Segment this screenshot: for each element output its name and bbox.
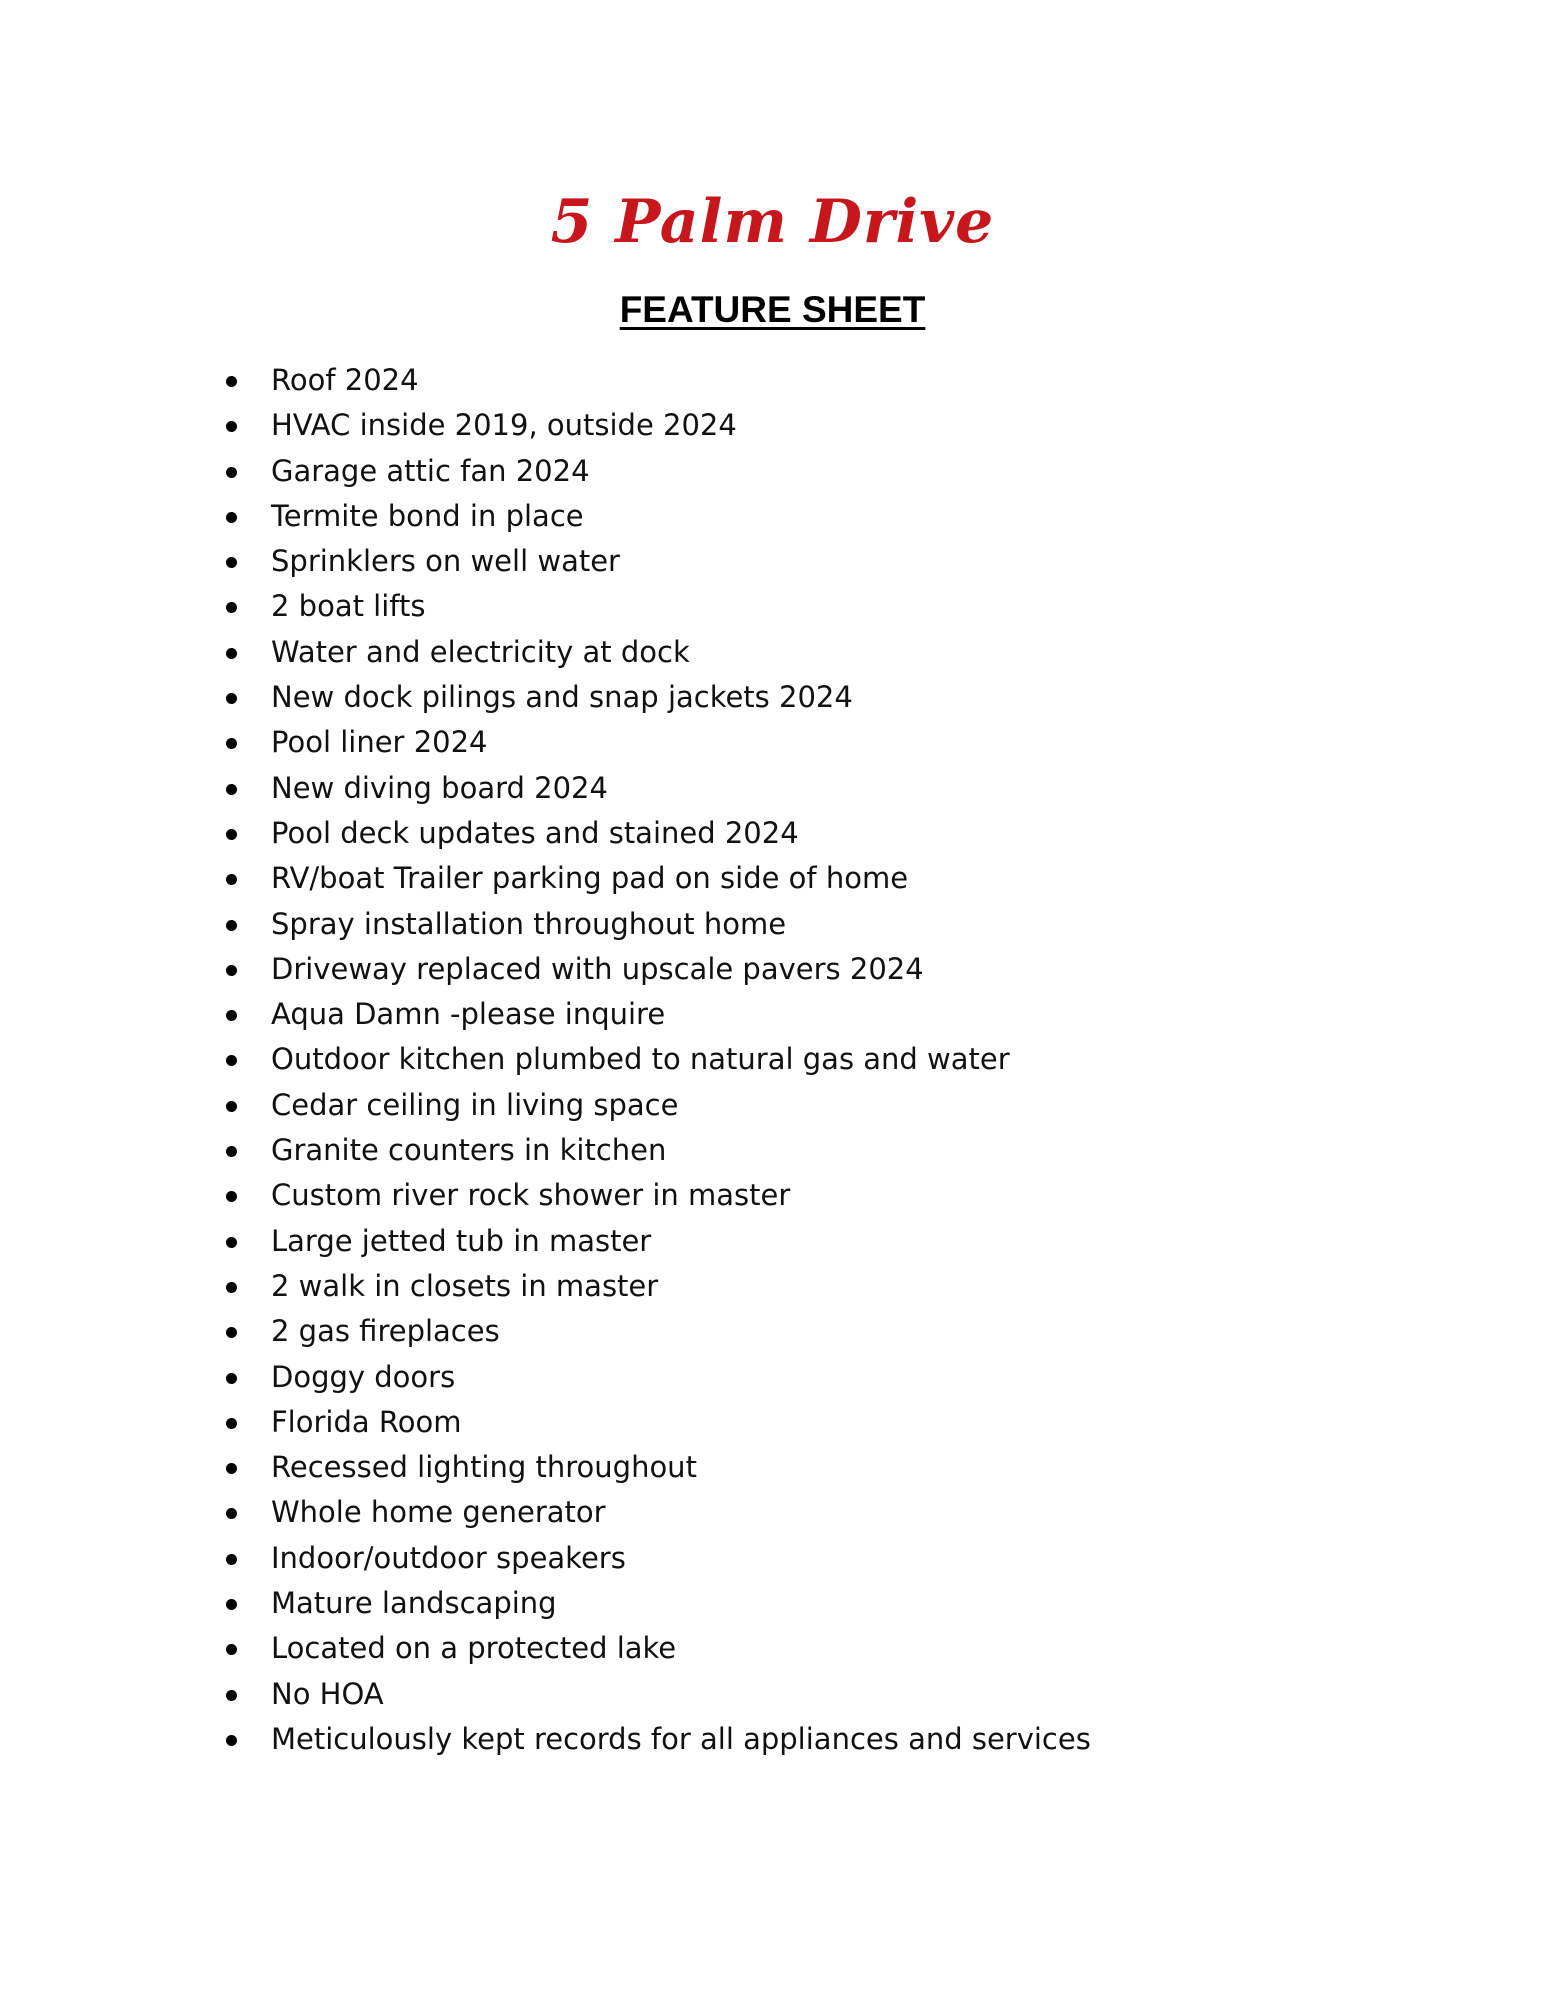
list-item: [0, 1717, 1545, 1762]
feature-text: New dock pilings and snap jackets 2024: [271, 680, 853, 715]
bullet-icon: [226, 557, 237, 568]
bullet-icon: [226, 602, 237, 613]
list-item: [0, 766, 1545, 811]
feature-text: Water and electricity at dock: [271, 634, 690, 669]
feature-text: Meticulously kept records for all appliances and services: [271, 1721, 1091, 1756]
list-item: [0, 539, 1545, 584]
bullet-icon: [226, 1418, 237, 1429]
feature-text: Roof 2024: [271, 363, 419, 397]
list-item: [0, 1264, 1545, 1309]
list-item: [0, 403, 1545, 448]
feature-text: 2 boat lifts: [271, 589, 426, 624]
feature-text: No HOA: [271, 1676, 384, 1711]
feature-text: Indoor/outdoor speakers: [271, 1540, 626, 1575]
list-item: [0, 1173, 1545, 1218]
feature-text: New diving board 2024: [271, 770, 608, 805]
bullet-icon: [226, 1463, 237, 1474]
bullet-icon: [226, 829, 237, 840]
list-item: [0, 1626, 1545, 1671]
bullet-icon: [226, 1554, 237, 1565]
list-item: [0, 1083, 1545, 1128]
bullet-icon: [226, 784, 237, 795]
list-item: [0, 947, 1545, 992]
list-item: [0, 902, 1545, 947]
feature-text: Custom river rock shower in master: [271, 1178, 791, 1213]
list-item: [0, 630, 1545, 675]
bullet-icon: [226, 1644, 237, 1655]
bullet-icon: [226, 467, 237, 478]
feature-text: Spray installation throughout home: [271, 906, 787, 941]
feature-text: Florida Room: [271, 1404, 462, 1439]
list-item: [0, 1445, 1545, 1490]
bullet-icon: [226, 1146, 237, 1157]
bullet-icon: [226, 1055, 237, 1066]
list-item: [0, 1672, 1545, 1717]
feature-text: Doggy doors: [271, 1359, 456, 1394]
feature-text: 2 gas fireplaces: [271, 1314, 500, 1349]
list-item: [0, 1490, 1545, 1535]
feature-text: Large jetted tub in master: [271, 1223, 652, 1258]
list-item: [0, 1037, 1545, 1082]
bullet-icon: [226, 648, 237, 659]
bullet-icon: [226, 1508, 237, 1519]
bullet-icon: [226, 1191, 237, 1202]
list-item: [0, 1219, 1545, 1264]
feature-text: Pool liner 2024: [271, 725, 488, 760]
feature-list: [0, 358, 1545, 1762]
bullet-icon: [226, 965, 237, 976]
bullet-icon: [226, 1282, 237, 1293]
document-title: 5 Palm Drive: [550, 187, 995, 257]
list-item: [0, 856, 1545, 901]
bullet-icon: [226, 1735, 237, 1746]
bullet-icon: [226, 1690, 237, 1701]
list-item: [0, 1355, 1545, 1400]
feature-text: Driveway replaced with upscale pavers 2024: [271, 951, 924, 986]
document-subtitle: FEATURE SHEET: [619, 289, 926, 330]
feature-text: Located on a protected lake: [271, 1631, 677, 1666]
bullet-icon: [226, 1373, 237, 1384]
feature-text: Mature landscaping: [271, 1586, 557, 1621]
bullet-icon: [226, 421, 237, 432]
feature-text: 2 walk in closets in master: [271, 1268, 659, 1303]
list-item: [0, 358, 1545, 403]
bullet-icon: [226, 1101, 237, 1112]
feature-text: Pool deck updates and stained 2024: [271, 815, 799, 850]
feature-text: Sprinklers on well water: [271, 544, 620, 579]
bullet-icon: [226, 1327, 237, 1338]
feature-text: Cedar ceiling in living space: [271, 1087, 679, 1122]
list-item: [0, 1536, 1545, 1581]
list-item: [0, 449, 1545, 494]
list-item: [0, 1128, 1545, 1173]
list-item: [0, 494, 1545, 539]
list-item: [0, 720, 1545, 765]
feature-text: Termite bond in place: [271, 498, 584, 533]
feature-text: Aqua Damn -please inquire: [271, 997, 666, 1032]
list-item: [0, 1309, 1545, 1354]
bullet-icon: [226, 920, 237, 931]
feature-text: Outdoor kitchen plumbed to natural gas and water: [271, 1042, 1010, 1077]
feature-text: HVAC inside 2019, outside 2024: [271, 408, 737, 443]
bullet-icon: [226, 376, 237, 387]
bullet-icon: [226, 738, 237, 749]
bullet-icon: [226, 1010, 237, 1021]
list-item: [0, 992, 1545, 1037]
feature-text: Whole home generator: [271, 1495, 606, 1530]
list-item: [0, 675, 1545, 720]
bullet-icon: [226, 1237, 237, 1248]
bullet-icon: [226, 1599, 237, 1610]
feature-text: Recessed lighting throughout: [271, 1450, 697, 1485]
list-item: [0, 584, 1545, 629]
list-item: [0, 1581, 1545, 1626]
feature-text: Granite counters in kitchen: [271, 1133, 667, 1168]
feature-text: Garage attic fan 2024: [271, 453, 590, 488]
list-item: [0, 1400, 1545, 1445]
bullet-icon: [226, 512, 237, 523]
bullet-icon: [226, 693, 237, 704]
list-item: [0, 811, 1545, 856]
feature-text: RV/boat Trailer parking pad on side of home: [271, 861, 909, 896]
bullet-icon: [226, 874, 237, 885]
